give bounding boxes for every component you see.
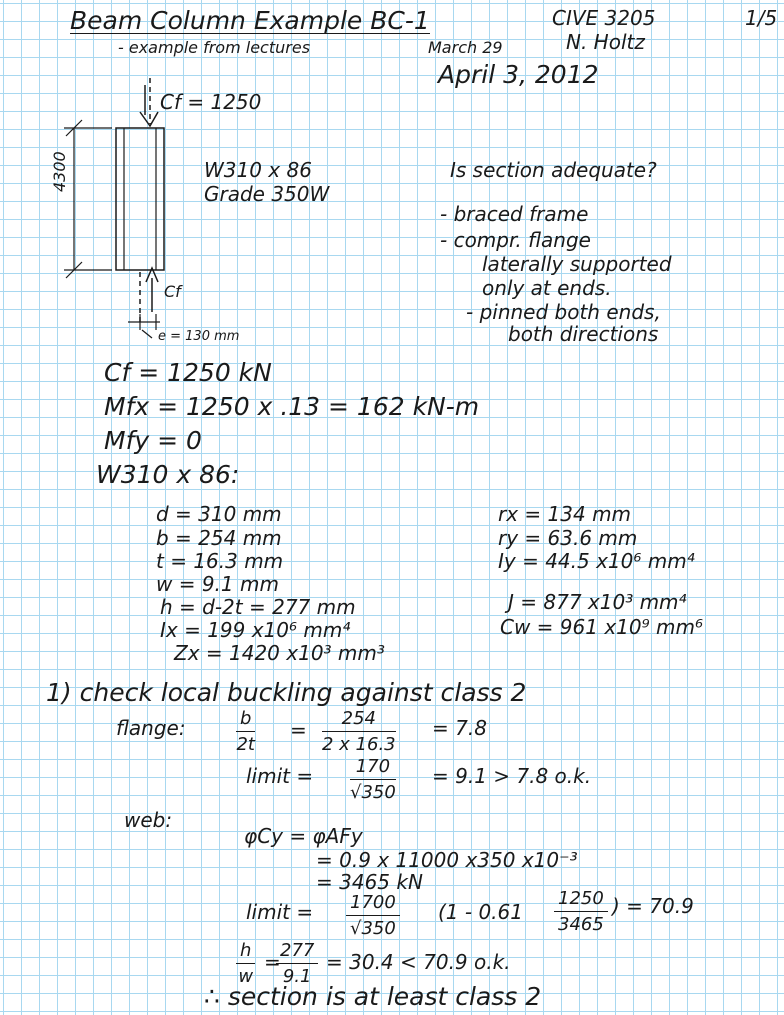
prop-j: J = 877 x10³ mm⁴ xyxy=(508,590,687,614)
flange-limit-denominator: √350 xyxy=(350,782,396,803)
phicy-line-2: = 0.9 x 11000 x350 x10⁻³ xyxy=(316,848,578,872)
web-values-fraction xyxy=(276,940,318,987)
page-number: 1/5 xyxy=(745,6,778,30)
flange-values-fraction xyxy=(322,708,396,755)
web-ratio-numerator: h xyxy=(236,940,255,964)
question-line-6: both directions xyxy=(508,322,659,346)
web-label: web: xyxy=(124,808,173,832)
web-limit-fraction xyxy=(346,892,400,939)
mfx-value: Mfx = 1250 x .13 = 162 kN-m xyxy=(104,392,480,421)
prop-iy: Iy = 44.5 x10⁶ mm⁴ xyxy=(498,549,695,573)
question-line-5: - pinned both ends, xyxy=(466,300,661,324)
question-line-4: only at ends. xyxy=(482,276,612,300)
phicy-line-3: = 3465 kN xyxy=(316,870,423,894)
flange-equals: = xyxy=(290,718,307,742)
flange-values-numerator: 254 xyxy=(322,708,396,732)
prop-ix: Ix = 199 x10⁶ mm⁴ xyxy=(160,618,351,642)
page-title: Beam Column Example BC-1 xyxy=(70,6,430,35)
prop-ry: ry = 63.6 mm xyxy=(498,526,638,550)
web-ratio-result: = 30.4 < 70.9 o.k. xyxy=(326,950,511,974)
steel-grade: Grade 350W xyxy=(204,182,330,206)
flange-limit-result: = 9.1 > 7.8 o.k. xyxy=(432,764,592,788)
flange-label: flange: xyxy=(116,716,186,740)
prop-h: h = d-2t = 277 mm xyxy=(160,595,356,619)
phicy-line-1: φCy = φAFy xyxy=(244,824,363,848)
prop-cw: Cw = 961 x10⁹ mm⁶ xyxy=(500,615,703,639)
web-limit-numerator: 1700 xyxy=(346,892,400,916)
flange-ratio-fraction xyxy=(236,708,255,755)
section-designation: W310 x 86 xyxy=(204,158,312,182)
web-values-numerator: 277 xyxy=(276,940,318,964)
web-load-ratio-denominator: 3465 xyxy=(558,914,604,935)
web-ratio-fraction xyxy=(236,940,255,987)
load-top-label: Cf = 1250 xyxy=(160,90,262,114)
flange-result: = 7.8 xyxy=(432,716,487,740)
web-load-ratio-fraction xyxy=(554,888,608,935)
props-heading: W310 x 86: xyxy=(96,460,240,489)
flange-ratio-denominator: 2t xyxy=(236,734,255,755)
prop-t: t = 16.3 mm xyxy=(156,549,284,573)
flange-ratio-numerator: b xyxy=(236,708,255,732)
date-struck: March 29 xyxy=(428,38,503,57)
prop-w: w = 9.1 mm xyxy=(156,572,279,596)
flange-values-denominator: 2 x 16.3 xyxy=(322,734,396,755)
web-values-denominator: 9.1 xyxy=(282,966,312,987)
web-ratio-equals: = xyxy=(264,950,281,974)
eccentricity-label: e = 130 mm xyxy=(158,329,240,344)
prop-zx: Zx = 1420 x10³ mm³ xyxy=(174,641,385,665)
flange-limit-label: limit = xyxy=(246,764,314,788)
prop-b: b = 254 mm xyxy=(156,526,282,550)
web-ratio-denominator: w xyxy=(238,966,254,987)
author: N. Holtz xyxy=(566,30,645,54)
height-label: 4300 xyxy=(50,151,69,192)
flange-limit-numerator: 170 xyxy=(350,756,396,780)
subtitle: - example from lectures xyxy=(118,38,311,57)
web-load-ratio-numerator: 1250 xyxy=(554,888,608,912)
web-limit-denominator: √350 xyxy=(349,918,396,939)
question-title: Is section adequate? xyxy=(450,158,657,182)
mfy-value: Mfy = 0 xyxy=(104,426,202,455)
conclusion: ∴ section is at least class 2 xyxy=(204,982,542,1011)
web-limit-label: limit = xyxy=(246,900,314,924)
question-line-1: - braced frame xyxy=(440,202,589,226)
date: April 3, 2012 xyxy=(438,60,599,89)
cf-value: Cf = 1250 kN xyxy=(104,358,272,387)
load-bottom-label: Cf xyxy=(164,282,181,301)
web-limit-result: ) = 70.9 xyxy=(612,894,694,918)
check-heading: 1) check local buckling against class 2 xyxy=(46,678,527,707)
web-limit-middle: (1 - 0.61 xyxy=(438,900,523,924)
flange-limit-fraction xyxy=(350,756,396,803)
course-code: CIVE 3205 xyxy=(552,6,656,30)
question-line-3: laterally supported xyxy=(482,252,672,276)
prop-d: d = 310 mm xyxy=(156,502,282,526)
prop-rx: rx = 134 mm xyxy=(498,502,632,526)
question-line-2: - compr. flange xyxy=(440,228,591,252)
